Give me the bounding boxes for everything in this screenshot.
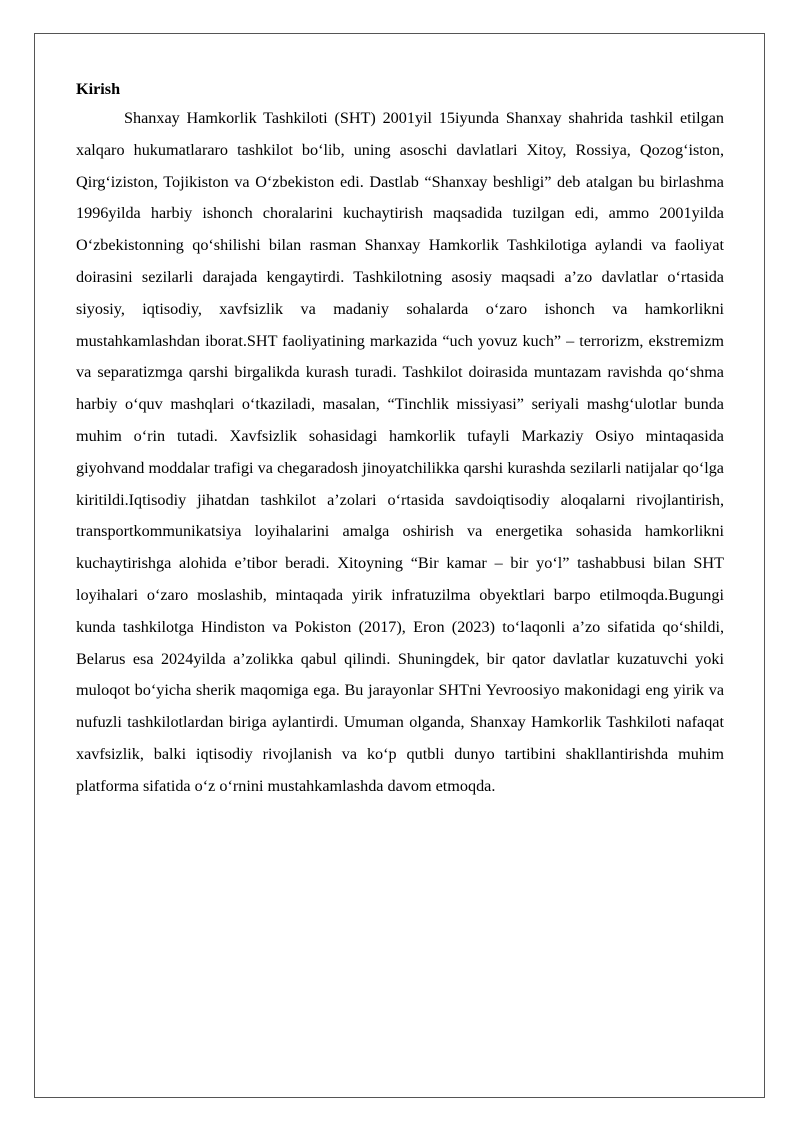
section-heading: Kirish (76, 80, 121, 98)
body-paragraph: Shanxay Hamkorlik Tashkiloti (SHT) 2001yil 15iyunda Shanxay shahrida tashkil etilgan xalqaro hukumatlararo tashkilot bo‘lib, uning asoschi davlatlari Xitoy, Rossiya, Qozog‘iston, Qirg‘iziston, Tojikiston va O‘zbekiston edi. Dastlab “Shanxay beshligi” deb atalgan bu birlashma 1996yilda harbiy ishonch choralarini kuchaytirish maqsadida tuzilgan edi, ammo 2001yilda O‘zbekistonning qo‘shilishi bilan rasman Shanxay Hamkorlik Tashkilotiga aylandi va faoliyat doirasini sezilarli darajada kengaytirdi. Tashkilotning asosiy maqsadi a’zo davlatlar o‘rtasida siyosiy, iqtisodiy, xavfsizlik va madaniy sohalarda o‘zaro ishonch va hamkorlikni mustahkamlashdan iborat.SHT faoliyatining markazida “uch yovuz kuch” – terrorizm, ekstremizm va separatizmga qarshi birgalikda kurash turadi. Tashkilot doirasida muntazam ravishda qo‘shma harbiy o‘quv mashqlari o‘tkaziladi, masalan, “Tinchlik missiyasi” seriyali mashg‘ulotlar bunda muhim o‘rin tutadi. Xavfsizlik sohasidagi hamkorlik tufayli Markaziy Osiyo mintaqasida giyohvand moddalar trafigi va chegaradosh jinoyatchilikka qarshi kurashda sezilarli natijalar qo‘lga kiritildi.Iqtisodiy jihatdan tashkilot a’zolari o‘rtasida savdoiqtisodiy aloqalarni rivojlantirish, transportkommunikatsiya loyihalarini amalga oshirish va energetika sohasida hamkorlikni kuchaytirishga alohida e’tibor beradi. Xitoyning “Bir kamar – bir yo‘l” tashabbusi bilan SHT loyihalari o‘zaro moslashib, mintaqada yirik infratuzilma obyektlari barpo etilmoqda.Bugungi kunda tashkilotga Hindiston va Pokiston (2017), Eron (2023) to‘laqonli a’zo sifatida qo‘shildi, Belarus esa 2024yilda a’zolikka qabul qilindi. Shuningdek, bir qator davlatlar kuzatuvchi yoki muloqot bo‘yicha sherik maqomiga ega. Bu jarayonlar SHTni Yevroosiyo makonidagi eng yirik va nufuzli tashkilotlardan biriga aylantirdi. Umuman olganda, Shanxay Hamkorlik Tashkiloti nafaqat xavfsizlik, balki iqtisodiy rivojlanish va ko‘p qutbli dunyo tartibini shakllantirishda muhim platforma sifatida o‘z o‘rnini mustahkamlashda davom etmoqda. (76, 109, 724, 795)
document-content (76, 75, 724, 803)
